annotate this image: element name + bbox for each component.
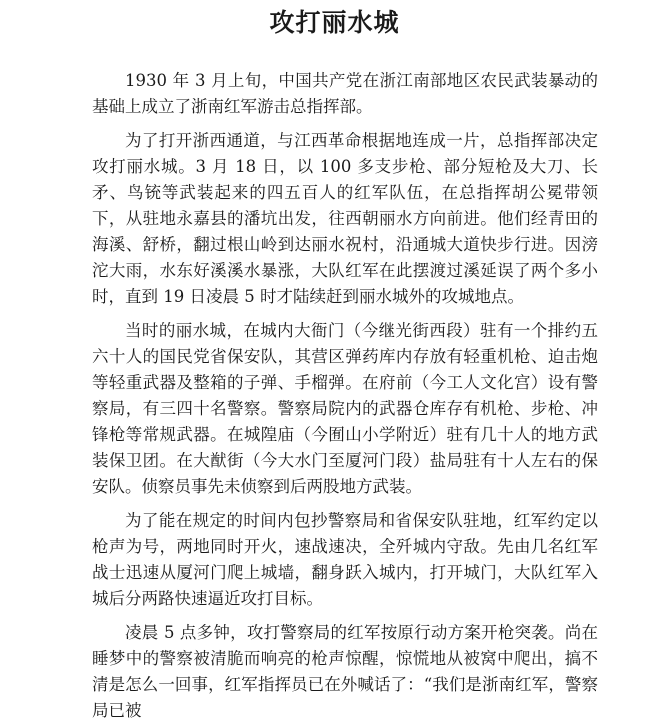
- article-body: [92, 68, 598, 724]
- paragraph-1: 1930 年 3 月上旬，中国共产党在浙江南部地区农民武装暴动的基础上成立了浙南红军游击总指挥部。: [92, 71, 598, 116]
- paragraph-5: 凌晨 5 点多钟，攻打警察局的红军按原行动方案开枪突袭。尚在睡梦中的警察被清脆而响亮的枪声惊醒，惊慌地从被窝中爬出，搞不清是怎么一回事，红军指挥员已在外喊话了：“我们是浙南红军，警察局已被: [92, 623, 598, 720]
- paragraph-3: 当时的丽水城，在城内大衙门（今继光街西段）驻有一个排约五六十人的国民党省保安队，其营区弹药库内存放有轻重机枪、迫击炮等轻重武器及整箱的子弹、手榴弹。在府前（今工人文化宫）设有警察局，有三四十名警察。警察局院内的武器仓库存有机枪、步枪、冲锋枪等常规武器。在城隍庙（今囿山小学附近）驻有几十人的地方武装保卫团。在大猷街（今大水门至厦河门段）盐局驻有十人左右的保安队。侦察员事先未侦察到后两股地方武装。: [92, 321, 598, 496]
- paragraph-4: 为了能在规定的时间内包抄警察局和省保安队驻地，红军约定以枪声为号，两地同时开火，速战速决，全歼城内守敌。先由几名红军战士迅速从厦河门爬上城墙，翻身跃入城内，打开城门，大队红军入城后分两路快速逼近攻打目标。: [92, 511, 598, 608]
- page-title: 攻打丽水城: [269, 8, 400, 37]
- paragraph-2: 为了打开浙西通道，与江西革命根据地连成一片，总指挥部决定攻打丽水城。3 月 18 日，以 100 多支步枪、部分短枪及大刀、长矛、鸟铳等武装起来的四五百人的红军队伍，在总指挥胡公冕带领下，从驻地永嘉县的潘坑出发，往西朝丽水方向前进。他们经青田的海溪、舒桥，翻过根山岭到达丽水祝村，沿通城大道快步行进。因滂沱大雨，水东好溪溪水暴涨，大队红军在此摆渡过溪延误了两个多小时，直到 19 日凌晨 5 时才陆续赶到丽水城外的攻城地点。: [92, 131, 598, 306]
